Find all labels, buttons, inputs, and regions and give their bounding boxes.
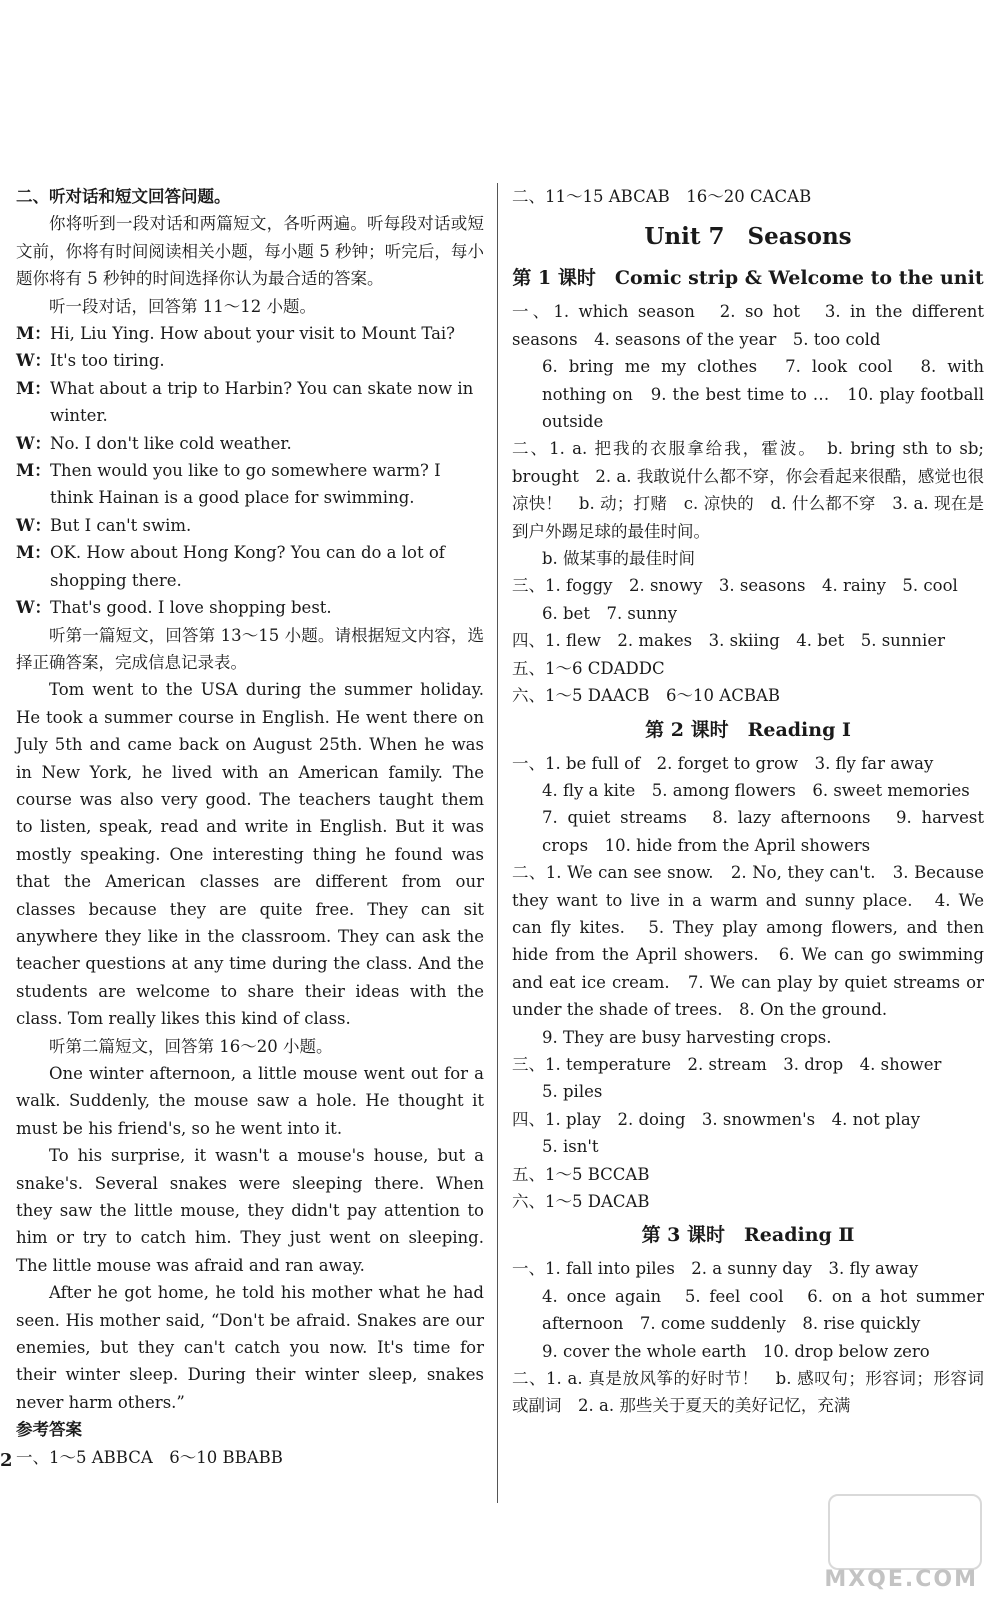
answers-heading: 参考答案 — [16, 1420, 82, 1440]
answer-line: 二、1. a. 真是放风筝的好时节！ b. 感叹句；形容词；形容词或副词 2. a. 那些关于夏天的美好记忆，充满 — [512, 1369, 984, 1416]
answer-line: 9. They are busy harvesting crops. — [542, 1027, 832, 1047]
lesson-title: 第 2 课时 Reading Ⅰ — [645, 718, 851, 741]
answer-line: 二、1. We can see snow. 2. No, they can't. 3. Because they want to live in a warm and sunny place. 4. We can fly kites. 5. They play among flowers, and then hide from the April showers. 6. We can go swimming and eat ice cream. 7. We can play by quiet streams or under the shade of trees. 8. On the ground. — [512, 863, 984, 1020]
dialog-line: M：What about a trip to Harbin? You can skate now in winter. — [16, 378, 474, 426]
right-column — [512, 183, 984, 1420]
answer-line: 五、1～5 BCCAB — [512, 1164, 650, 1184]
passage1-text: Tom went to the USA during the summer holiday. He took a summer course in English. He went there on July 5th and came back on August 25th. When he was in New York, he lived with an American family. The course was also very good. The teachers taught them to listen, speak, read and write in English. But it was mostly speaking. One interesting thing he found was that the American classes are different from our classes because they are quite free. They can sit anywhere they like in the classroom. They can ask the teacher questions at any time during the class. And the students are welcome to share their ideas with the class. Tom really likes this kind of class. — [16, 680, 484, 1029]
answer-line: b. 做某事的最佳时间 — [542, 549, 696, 569]
answer-line: 5. piles — [542, 1082, 603, 1102]
answer-line: 6. bet 7. sunny — [542, 603, 678, 623]
answer-line: 7. quiet streams 8. lazy afternoons 9. harvest crops 10. hide from the April showers — [542, 808, 984, 855]
passage1-intro: 听第一篇短文，回答第 13～15 小题。请根据短文内容，选择正确答案，完成信息记录表。 — [16, 625, 484, 672]
unit-title: Unit 7 Seasons — [644, 223, 852, 251]
passage2-intro: 听第二篇短文，回答第 16～20 小题。 — [49, 1036, 333, 1056]
watermark-logo — [828, 1494, 982, 1570]
lesson-title: 第 3 课时 Reading Ⅱ — [641, 1224, 855, 1247]
answer-line: 五、1～6 CDADDC — [512, 658, 665, 678]
answer-line: 4. once again 5. feel cool 6. on a hot summer afternoon 7. come suddenly 8. rise quickly — [542, 1286, 984, 1334]
answer-line: 四、1. play 2. doing 3. snowmen's 4. not play — [512, 1109, 921, 1129]
dialog-line: M：OK. How about Hong Kong? You can do a lot of shopping there. — [16, 543, 445, 590]
answer-line: 4. fly a kite 5. among flowers 6. sweet memories — [542, 780, 970, 800]
answer-line: 六、1～5 DAACB 6～10 ACBAB — [512, 686, 780, 706]
passage2-paragraph: One winter afternoon, a little mouse went out for a walk. Suddenly, the mouse saw a hole. He thought it must be his friend's, so he went into it. — [16, 1064, 484, 1138]
listening-instructions: 你将听到一段对话和两篇短文，各听两遍。听每段对话或短文前，你将有时间阅读相关小题，每小题 5 秒钟；听完后，每小题你将有 5 秒钟的时间选择你认为最合适的答案。 — [16, 214, 484, 289]
dialog-line: W：No. I don't like cold weather. — [16, 433, 292, 453]
dialog-line: W：That's good. I love shopping best. — [16, 598, 332, 618]
answer-line: 6. bring me my clothes 7. look cool 8. with nothing on 9. the best time to … 10. play football outside — [542, 357, 984, 432]
passage2-paragraph: After he got home, he told his mother what he had seen. His mother said, “Don't be afraid. Snakes are our enemies, but they can't catch you now. It's time for their winter sleep. During their winter sleep, snakes never harm others.” — [16, 1283, 484, 1412]
answer-line: 一、1. which season 2. so hot 3. in the different seasons 4. seasons of the year 5. too cold — [512, 302, 984, 349]
dialog — [16, 320, 484, 621]
answer-line: 三、1. foggy 2. snowy 3. seasons 4. rainy 5. cool — [512, 576, 958, 596]
column-divider — [497, 183, 498, 1503]
section-heading: 二、听对话和短文回答问题。 — [16, 187, 231, 206]
lesson3-answers — [512, 1255, 984, 1419]
lesson-title: 第 1 课时 Comic strip & Welcome to the unit — [512, 267, 984, 290]
answer-line: 四、1. flew 2. makes 3. skiing 4. bet 5. sunnier — [512, 631, 945, 651]
page-number: 2 — [0, 1450, 13, 1471]
dialog-line: W：But I can't swim. — [16, 515, 192, 535]
lesson2-answers — [512, 750, 984, 1216]
answers-line: 二、11～15 ABCAB 16～20 CACAB — [512, 187, 812, 206]
answer-line: 9. cover the whole earth 10. drop below zero — [542, 1341, 930, 1361]
answer-line: 一、1. be full of 2. forget to grow 3. fly far away — [512, 753, 934, 773]
lesson1-answers — [512, 298, 984, 709]
answers-line: 一、1～5 ABBCA 6～10 BBABB — [16, 1447, 283, 1467]
answer-line: 三、1. temperature 2. stream 3. drop 4. shower — [512, 1054, 942, 1074]
passage2-paragraph: To his surprise, it wasn't a mouse's house, but a snake's. Several snakes were sleeping there. When they saw the little mouse, they didn't pay attention to him or try to catch him. They just went on sleeping. The little mouse was afraid and ran away. — [16, 1146, 484, 1275]
answer-line: 六、1～5 DACAB — [512, 1192, 650, 1211]
answer-line: 二、1. a. 把我的衣服拿给我，霍波。 b. bring sth to sb; brought 2. a. 我敢说什么都不穿，你会看起来很酷，感觉也很凉快！ b. 动；打赌 c. 凉快的 d. 什么都不穿 3. a. 现在是到户外踢足球的最佳时间。 — [512, 439, 984, 541]
left-column — [16, 183, 484, 1471]
answer-line: 一、1. fall into piles 2. a sunny day 3. fly away — [512, 1259, 919, 1279]
dialog-line: M：Then would you like to go somewhere warm? I think Hainan is a good place for swimming. — [16, 461, 441, 508]
answer-line: 5. isn't — [542, 1137, 599, 1157]
dialog-line: M：Hi, Liu Ying. How about your visit to Mount Tai? — [16, 324, 456, 344]
dialog-intro: 听一段对话，回答第 11～12 小题。 — [49, 296, 316, 316]
dialog-line: W：It's too tiring. — [16, 351, 165, 371]
watermark-url: MXQE.COM — [824, 1567, 978, 1592]
